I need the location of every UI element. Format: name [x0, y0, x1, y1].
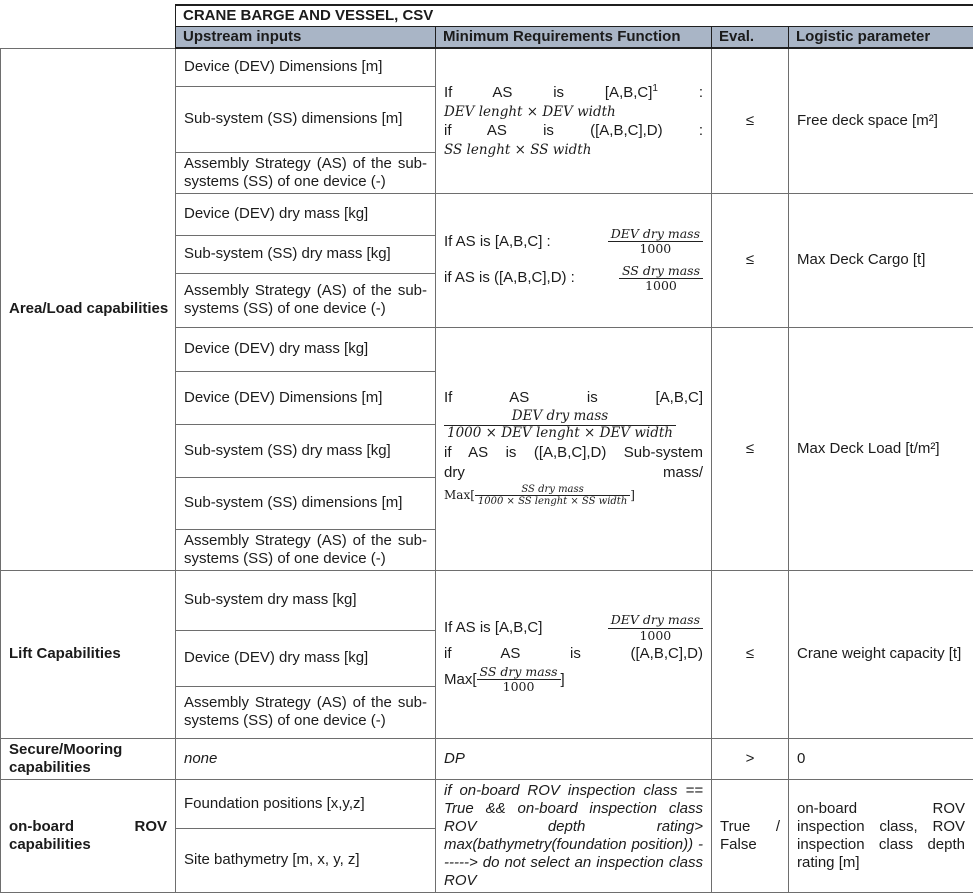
upstream-input-cell: Assembly Strategy (AS) of the sub-systems (SS) of one device (-): [176, 273, 436, 327]
eval-cell: ≤: [712, 48, 789, 193]
fn-max-expression: Max[ $\frac{\text{SS dry mass}}{\text{1000 × SS lenght × SS width}}$ ]: [444, 484, 703, 508]
upstream-input-cell: Device (DEV) Dimensions [m]: [176, 48, 436, 86]
fn-condition-row: If AS is [A,B,C] $\frac{\text{DEV dry mass}}{1000}$: [444, 613, 703, 643]
group-label-rov: on-board ROV capabilities: [1, 779, 176, 892]
col-header-eval: Eval.: [712, 27, 789, 49]
group-label-secure-mooring: Secure/Mooring capabilities: [1, 738, 176, 779]
group-label-lift: Lift Capabilities: [1, 570, 176, 738]
upstream-input-cell: Sub-system (SS) dimensions [m]: [176, 477, 436, 529]
requirement-cell-max-deck-cargo: [436, 193, 712, 327]
fn-condition-line: if AS is ([A,B,C],D) :: [444, 122, 703, 140]
upstream-input-cell: Site bathymetry [m, x, y, z]: [176, 829, 436, 892]
requirement-cell-rov: [436, 779, 712, 892]
fraction: $\frac{\text{DEV dry mass}}{1000}$: [608, 227, 703, 257]
fraction: $\frac{\text{DEV dry mass}}{1000}$: [608, 613, 703, 643]
eval-true-false: True / False: [720, 818, 780, 854]
footnote-marker: 1: [652, 83, 658, 94]
fn-condition-line: If AS is $[A,B,C]^1$ :: [444, 84, 703, 102]
fn-condition-line: if AS is ([A,B,C],D) Sub-system: [444, 444, 703, 462]
logistic-parameter-cell: 0: [789, 738, 973, 779]
fn-formula: SS lenght × SS width: [444, 142, 703, 158]
eval-cell: ≤: [712, 327, 789, 570]
logistic-parameter-cell: on-board ROV inspection class, ROV inspection class depth rating [m]: [789, 779, 973, 892]
eval-cell: ≤: [712, 193, 789, 327]
eval-cell: >: [712, 738, 789, 779]
fn-condition-text: if on-board ROV inspection class == True && on-board inspection class ROV depth rating> max(bathymetry(foundation position)) ------> do not select an inspection class ROV: [444, 782, 703, 890]
fraction: $\frac{\text{DEV dry mass}}{\text{1000 × DEV lenght × DEV width}}$: [444, 409, 676, 441]
requirements-table: [0, 4, 973, 893]
upstream-input-cell: Sub-system dry mass [kg]: [176, 570, 436, 630]
upstream-input-cell: Device (DEV) dry mass [kg]: [176, 327, 436, 371]
upstream-input-cell: Assembly Strategy (AS) of the sub-systems (SS) of one device (-): [176, 529, 436, 570]
fraction: $\frac{\text{SS dry mass}}{1000}$: [477, 665, 561, 695]
fn-condition-row: if AS is ([A,B,C],D) : $\frac{\text{SS dry mass}}{1000}$: [444, 264, 703, 294]
requirement-cell-crane-weight: [436, 570, 712, 738]
col-header-upstream-inputs: Upstream inputs: [176, 27, 436, 49]
upstream-input-cell: Foundation positions [x,y,z]: [176, 779, 436, 829]
fn-max-expression: Max[ $\frac{\text{SS dry mass}}{1000}$ ]: [444, 665, 703, 695]
empty-corner-cell: [1, 27, 176, 49]
upstream-input-cell: Assembly Strategy (AS) of the sub-systems (SS) of one device (-): [176, 686, 436, 738]
logistic-parameter-cell: Free deck space [m²]: [789, 48, 973, 193]
group-label-area-load: Area/Load capabilities: [1, 48, 176, 570]
fn-condition-row: If AS is [A,B,C] : $\frac{\text{DEV dry mass}}{1000}$: [444, 227, 703, 257]
upstream-input-cell: Assembly Strategy (AS) of the sub-systems (SS) of one device (-): [176, 152, 436, 193]
eval-cell: [712, 779, 789, 892]
eval-cell: ≤: [712, 570, 789, 738]
logistic-parameter-cell: Max Deck Load [t/m²]: [789, 327, 973, 570]
table-title: CRANE BARGE AND VESSEL, CSV: [176, 5, 973, 27]
col-header-requirements-function: Minimum Requirements Function: [436, 27, 712, 49]
requirement-cell-free-deck-space: [436, 48, 712, 193]
requirement-cell-max-deck-load: [436, 327, 712, 570]
logistic-parameter-cell: Crane weight capacity [t]: [789, 570, 973, 738]
fn-formula: DEV lenght × DEV width: [444, 104, 703, 120]
upstream-input-cell: Device (DEV) dry mass [kg]: [176, 630, 436, 686]
fn-condition-line: if AS is ([A,B,C],D): [444, 645, 703, 663]
fraction: $\frac{\text{SS dry mass}}{\text{1000 × SS lenght × SS width}}$: [475, 484, 630, 508]
fn-formula-row: [444, 409, 703, 441]
fn-condition-line: If AS is [A,B,C]: [444, 389, 703, 407]
empty-corner-cell: [1, 5, 176, 27]
upstream-input-cell: Sub-system (SS) dry mass [kg]: [176, 235, 436, 273]
upstream-input-cell: Sub-system (SS) dry mass [kg]: [176, 424, 436, 477]
fn-condition-line: dry mass/: [444, 464, 703, 482]
col-header-logistic-parameter: Logistic parameter: [789, 27, 973, 49]
upstream-input-cell: Device (DEV) Dimensions [m]: [176, 371, 436, 424]
upstream-input-cell: Sub-system (SS) dimensions [m]: [176, 86, 436, 152]
fraction: $\frac{\text{SS dry mass}}{1000}$: [619, 264, 703, 294]
requirement-cell-dp: DP: [436, 738, 712, 779]
upstream-input-cell: none: [176, 738, 436, 779]
logistic-parameter-cell: Max Deck Cargo [t]: [789, 193, 973, 327]
upstream-input-cell: Device (DEV) dry mass [kg]: [176, 193, 436, 235]
